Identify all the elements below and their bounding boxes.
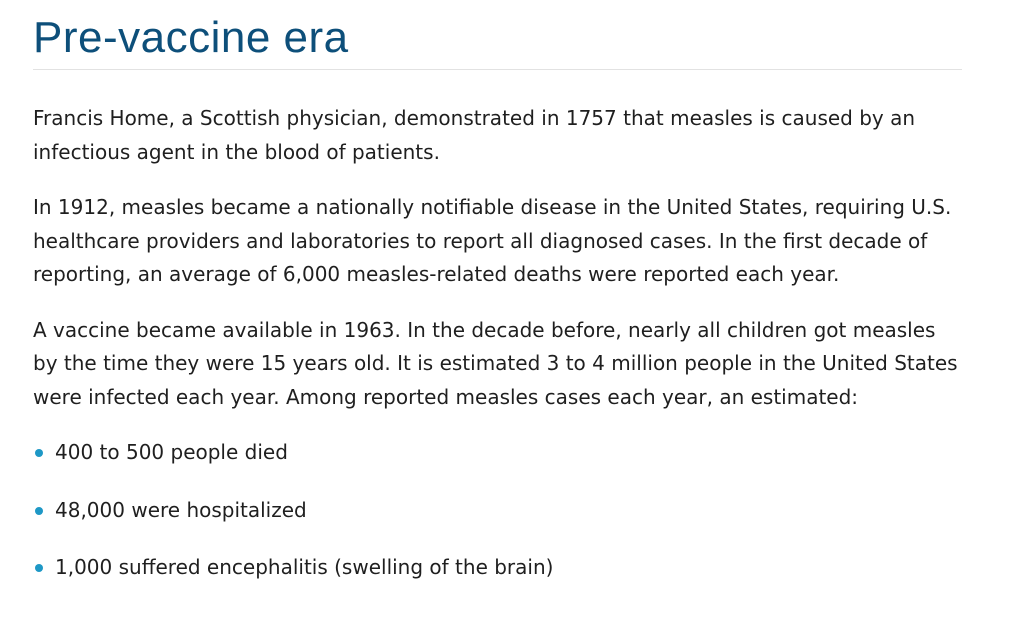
list-item-text: 48,000 were hospitalized (55, 497, 307, 522)
list-item-text: 1,000 suffered encephalitis (swelling of the brain) (55, 555, 554, 579)
list-item (33, 494, 962, 528)
list-item-text: 400 to 500 people died (55, 440, 288, 464)
paragraph-francis-home: Francis Home, a Scottish physician, demonstrated in 1757 that measles is caused by an infectious agent in the blood of patients. (33, 106, 916, 164)
bullet-dot-icon (35, 507, 43, 515)
section-heading: Pre-vaccine era (33, 13, 349, 62)
bullet-dot-icon (35, 564, 43, 572)
list-item (33, 551, 962, 585)
paragraph-notifiable-disease: In 1912, measles became a nationally notifiable disease in the United States, requiring U.S. healthcare providers and laboratories to report all diagnosed cases. In the first decade of reporting, an average of 6,000 measles-related deaths were reported each year. (33, 195, 952, 286)
estimated-outcomes-list (33, 436, 962, 585)
paragraph-vaccine-1963: A vaccine became available in 1963. In the decade before, nearly all children got measles by the time they were 15 years old. It is estimated 3 to 4 million people in the United States were infected each year. Among reported measles cases each year, an estimated: (33, 317, 958, 409)
article-section (33, 0, 962, 609)
heading-divider (33, 69, 962, 70)
list-item (33, 436, 962, 470)
bullet-dot-icon (35, 449, 43, 457)
